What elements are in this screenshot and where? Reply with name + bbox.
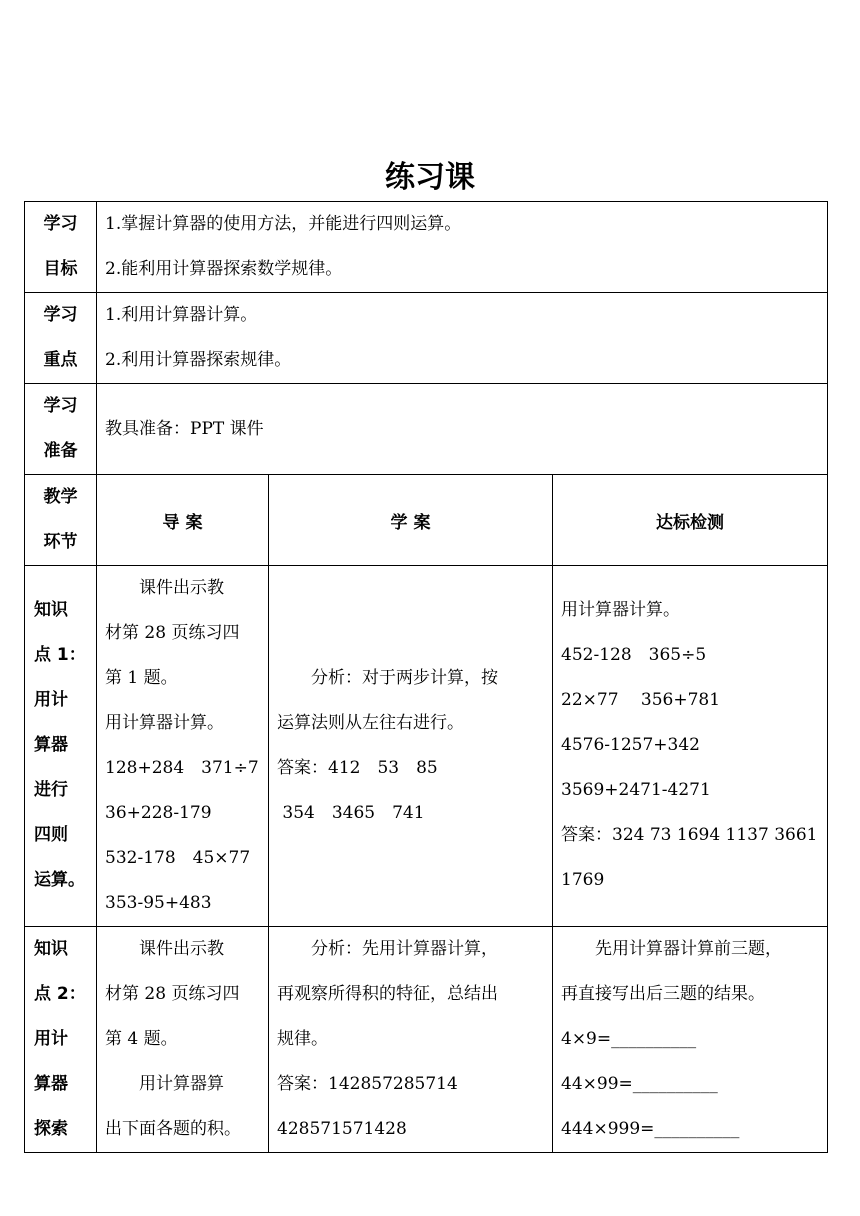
knowledge-1-label: 知识 点 1： 用计 算器 进行 四则 运算。 [25,566,97,927]
focus-label: 学习 重点 [25,293,97,384]
knowledge-1-study: 分析：对于两步计算，按 运算法则从左往右进行。 答案：412 53 85 354 3465 741 [269,566,553,927]
header-row [25,475,828,566]
knowledge-1-guide: 课件出示教 材第 28 页练习四 第 1 题。 用计算器计算。 128+284 371÷7 36+228-179 532-178 45×77 353-95+483 [97,566,269,927]
prep-content: 教具准备：PPT 课件 [97,384,828,475]
knowledge-2-label: 知识 点 2： 用计 算器 探索 [25,927,97,1153]
lesson-plan-table [24,201,828,1153]
focus-row [25,293,828,384]
prep-row [25,384,828,475]
knowledge-2-row [25,927,828,1153]
check-header: 达标检测 [553,475,828,566]
goals-content: 1.掌握计算器的使用方法，并能进行四则运算。 2.能利用计算器探索数学规律。 [97,202,828,293]
knowledge-2-guide: 课件出示教 材第 28 页练习四 第 4 题。 用计算器算 出下面各题的积。 [97,927,269,1153]
knowledge-2-study: 分析：先用计算器计算， 再观察所得积的特征，总结出 规律。 答案：142857285714 428571571428 [269,927,553,1153]
focus-content: 1.利用计算器计算。 2.利用计算器探索规律。 [97,293,828,384]
knowledge-1-row [25,566,828,927]
knowledge-2-check: 先用计算器计算前三题， 再直接写出后三题的结果。 4×9=__________ 44×99=__________ 444×999=__________ [553,927,828,1153]
guide-header: 导 案 [97,475,269,566]
page-title: 练习课 [385,160,475,195]
study-header: 学 案 [269,475,553,566]
prep-label: 学习 准备 [25,384,97,475]
goals-label: 学习 目标 [25,202,97,293]
stage-header: 教学 环节 [25,475,97,566]
goals-row [25,202,828,293]
knowledge-1-check: 用计算器计算。 452-128 365÷5 22×77 356+781 4576-1257+342 3569+2471-4271 答案：324 73 1694 1137 3661 1769 [553,566,828,927]
